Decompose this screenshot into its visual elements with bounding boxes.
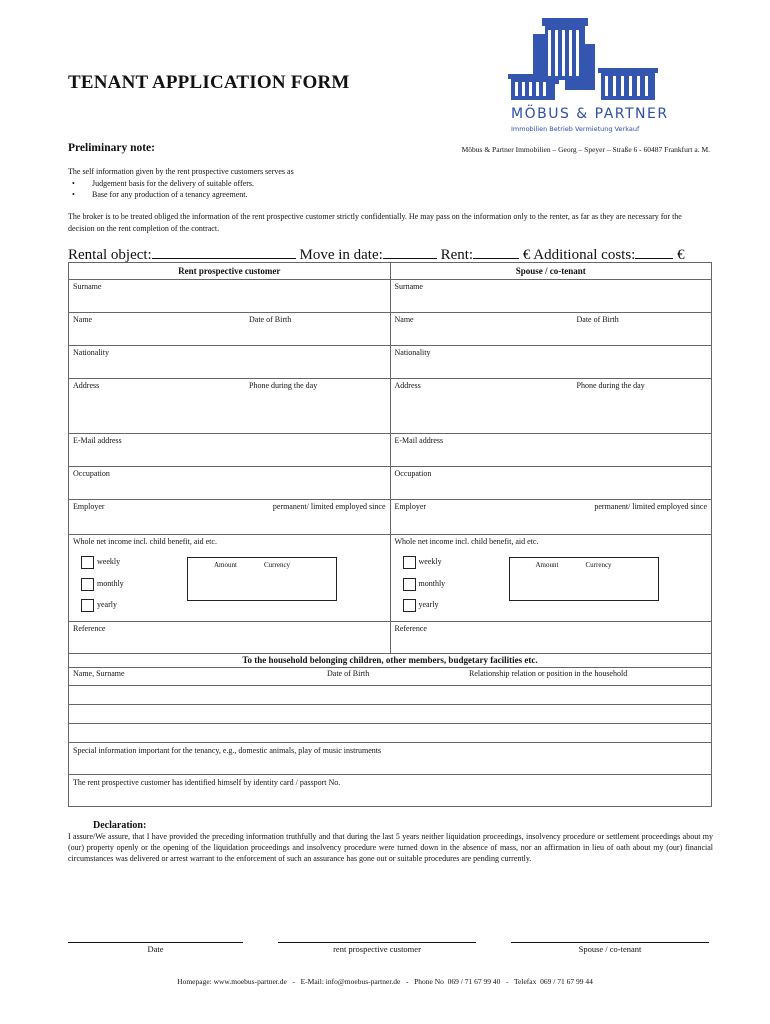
household-columns [69,668,711,686]
address-label: Address [394,381,421,390]
occupation-field[interactable] [69,467,390,500]
address-label: Address [73,381,100,390]
intro-bullet: • Base for any production of a tenancy agreement. [92,189,708,201]
employer-label: Employer [394,502,427,511]
currency-label: Currency [585,561,612,569]
employer-label: Employer [73,502,105,511]
name-label: Name [73,315,93,324]
monthly-checkbox[interactable] [81,578,94,591]
address-field[interactable] [69,379,390,434]
yearly-checkbox[interactable] [403,599,416,612]
applicant-column [69,263,390,653]
intro-bullets [68,178,708,201]
occupation-field[interactable] [391,467,712,500]
occupation-label: Occupation [394,469,432,478]
applicant-header: Rent prospective customer [69,263,390,280]
income-field [69,535,390,622]
household-relationship-col: Relationship relation or position in the household [469,669,628,678]
income-label: Whole net income incl. child benefit, aid etc. [394,537,539,546]
employment-label: permanent/ limited employed since [594,502,707,511]
logo-tagline: Immobilien Betrieb Vermietung Verkauf [511,125,640,133]
email-label: E-Mail address [73,436,122,445]
identity-field[interactable] [69,775,711,806]
preliminary-note-heading: Preliminary note: [68,142,155,154]
weekly-checkbox[interactable] [403,556,416,569]
reference-label: Reference [73,624,106,633]
yearly-checkbox[interactable] [81,599,94,612]
household-row[interactable] [69,705,711,724]
income-label: Whole net income incl. child benefit, aid etc. [73,537,217,546]
reference-field[interactable] [69,622,390,653]
reference-field[interactable] [391,622,712,653]
customer-signature-line[interactable]: rent prospective customer [278,942,476,954]
income-field [391,535,712,622]
name-label: Name [394,315,414,324]
move-in-field[interactable] [383,245,437,259]
declaration-text: I assure/We assure, that I have provided the preceding information truthfully and that during the last 5 years neither liquidation proceedings, insolvency procedure or settlement proceedings about my (our) property openly or the opening of the liquidation proceedings and insolvency procedure were turned down in the absence of mass, nor an affirmation in lieu of oath about my (our) financial circumstances was delivered or arrest warrant to the enforcement of such an assurance has gone out or suitable procedures are pending currently. [68,832,713,863]
surname-field[interactable] [391,280,712,313]
declaration-heading: Declaration: [93,820,147,831]
date-signature-line[interactable]: Date [68,942,243,954]
intro-text: The self information given by the rent prospective customers serves as [68,167,294,176]
logo-wordmark: MÖBUS & PARTNER [511,106,669,122]
household-row[interactable] [69,686,711,705]
monthly-label: monthly [418,579,446,588]
rent-currency: € [522,247,531,263]
rental-object-field[interactable] [152,245,296,259]
spouse-signature-line[interactable]: Spouse / co-tenant [511,942,709,954]
nationality-label: Nationality [73,348,109,357]
email-field[interactable] [69,434,390,467]
co-tenant-header: Spouse / co-tenant [391,263,712,280]
household-dob-col: Date of Birth [327,669,370,678]
nationality-label: Nationality [394,348,431,357]
reference-label: Reference [394,624,427,633]
yearly-label: yearly [418,600,439,609]
surname-label: Surname [73,282,102,291]
rental-object-label: Rental object: [68,247,152,263]
special-info-label: Special information important for the tenancy, e.g., domestic animals, play of music instruments [73,746,382,755]
intro-bullet: • Judgement basis for the delivery of suitable offers. [92,178,708,190]
footer-contact: Homepage: www.moebus-partner.de - E-Mail: info@moebus-partner.de - Phone No 069 / 71 67 99 40 - Telefax 069 / 71 67 99 44 [177,977,593,986]
amount-label: Amount [535,561,559,569]
phone-label: Phone during the day [249,381,318,390]
currency-label: Currency [264,561,291,569]
company-address: Möbus & Partner Immobilien – Georg – Speyer – Straße 6 - 60487 Frankfurt a. M. [461,145,710,154]
address-field[interactable] [391,379,712,434]
employment-label: permanent/ limited employed since [272,502,386,511]
name-field[interactable] [391,313,712,346]
additional-costs-field[interactable] [635,245,673,259]
monthly-checkbox[interactable] [403,578,416,591]
occupation-label: Occupation [73,469,110,478]
identity-label: The rent prospective customer has identified himself by identity card / passport No. [73,778,341,787]
application-form-table [68,262,712,807]
household-name-col: Name, Surname [73,669,125,678]
special-info-field[interactable] [69,743,711,775]
employer-field[interactable] [69,500,390,535]
employer-field[interactable] [391,500,712,535]
nationality-field[interactable] [69,346,390,379]
yearly-label: yearly [97,600,117,609]
rent-field[interactable] [473,245,519,259]
amount-box[interactable] [509,557,659,601]
weekly-label: weekly [418,557,442,566]
weekly-checkbox[interactable] [81,556,94,569]
email-field[interactable] [391,434,712,467]
co-tenant-column [390,263,712,653]
surname-field[interactable] [69,280,390,313]
rent-label: Rent: [440,247,474,263]
phone-label: Phone during the day [576,381,645,390]
amount-label: Amount [214,561,237,569]
form-title: TENANT APPLICATION FORM [68,72,350,93]
move-in-label: Move in date: [299,247,383,263]
household-row[interactable] [69,724,711,743]
additional-currency: € [677,247,685,263]
nationality-field[interactable] [391,346,712,379]
weekly-label: weekly [97,557,121,566]
dob-label: Date of Birth [576,315,619,324]
name-field[interactable] [69,313,390,346]
monthly-label: monthly [97,579,124,588]
email-label: E-Mail address [394,436,444,445]
household-header: To the household belonging children, other members, budgetary facilities etc. [69,653,711,668]
applicant-columns [69,263,711,653]
surname-label: Surname [394,282,423,291]
broker-note: The broker is to be treated obliged the information of the rent prospective customer strictly confidentially. He may pass on the information only to the renter, as far as they are necessary for the decision on the rent completion of the contract. [68,212,682,233]
additional-costs-label: Additional costs: [533,247,636,263]
amount-box[interactable] [187,557,337,601]
dob-label: Date of Birth [249,315,292,324]
intro-section [68,166,708,201]
